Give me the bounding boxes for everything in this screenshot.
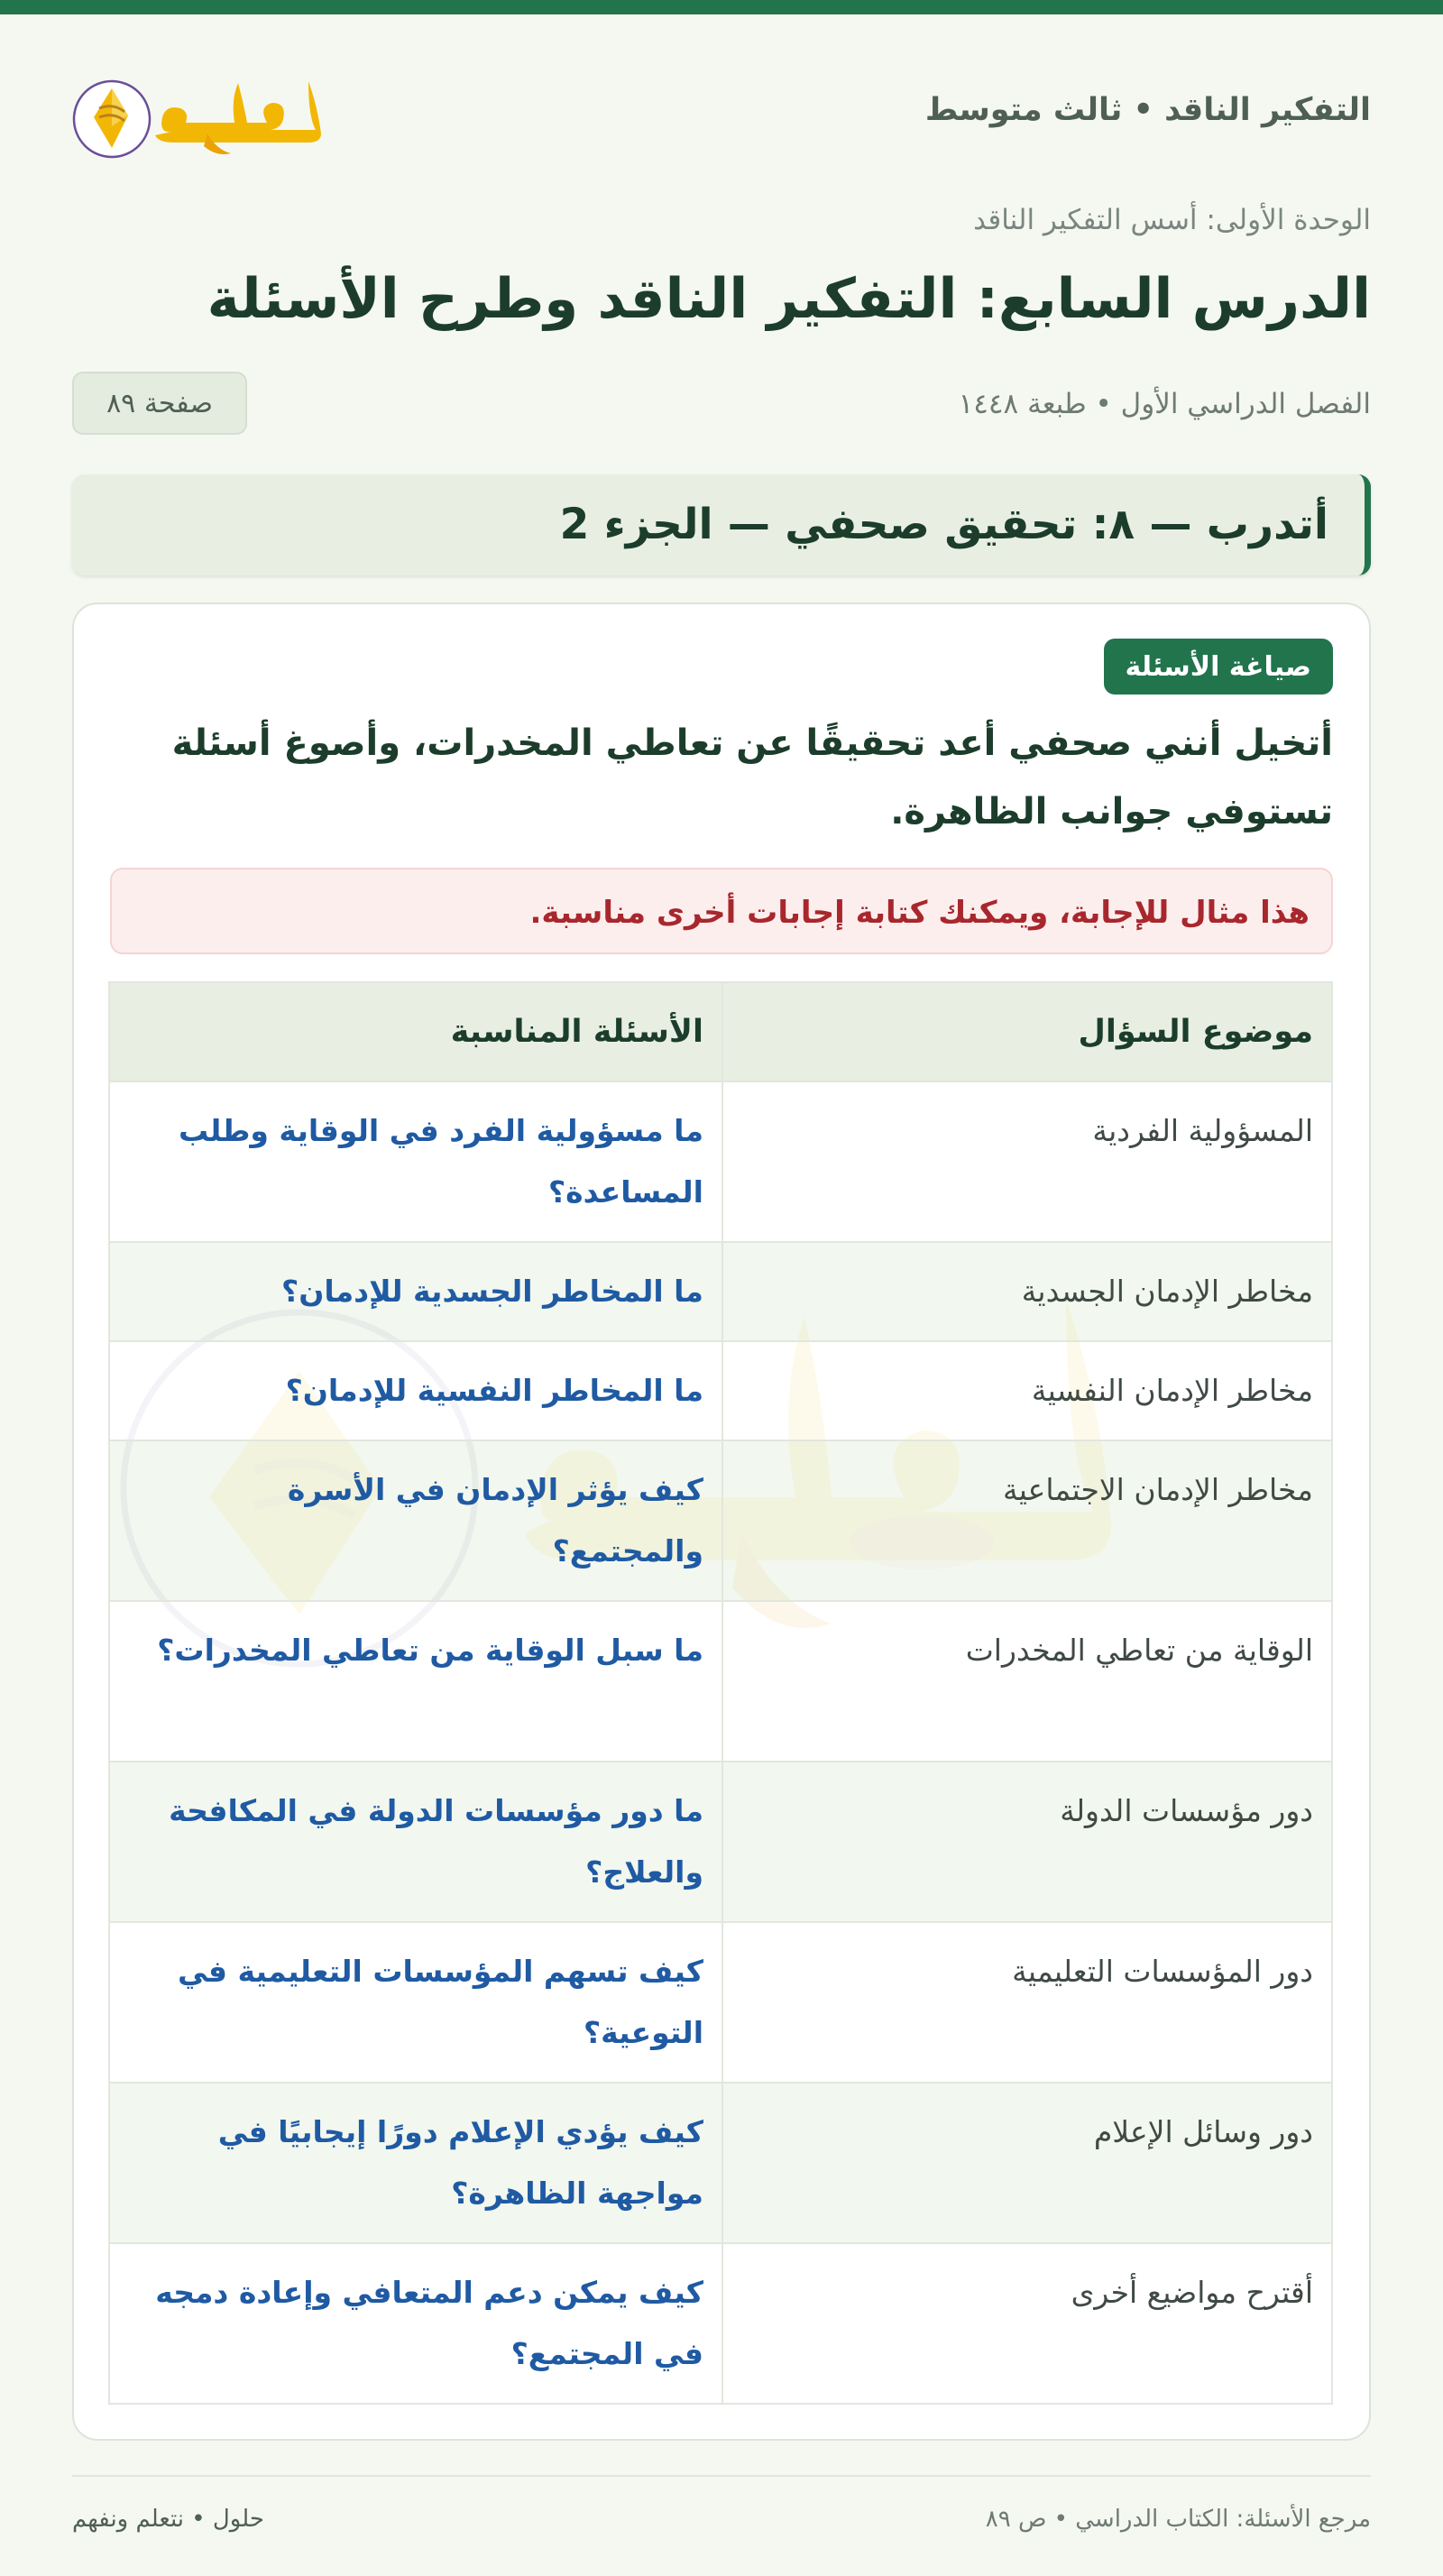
row-question: ما دور مؤسسات الدولة في المكافحة والعلاج؟: [109, 1762, 722, 1922]
row-question: ما المخاطر الجسدية للإدمان؟: [109, 1242, 722, 1341]
row-question: ما المخاطر النفسية للإدمان؟: [109, 1341, 722, 1440]
column-header-topic: موضوع السؤال: [722, 982, 1332, 1081]
table-row: [109, 1341, 1332, 1440]
row-topic: دور مؤسسات الدولة: [722, 1762, 1332, 1922]
answer-note-text: هذا مثال للإجابة، ويمكنك كتابة إجابات أخرى مناسبة.: [529, 895, 1310, 931]
exercise-banner: [72, 474, 1371, 575]
row-question: كيف يمكن دعم المتعافي وإعادة دمجه في المجتمع؟: [109, 2243, 722, 2404]
footer-brand: حلول • نتعلم ونفهم: [72, 2506, 264, 2533]
row-question: كيف تسهم المؤسسات التعليمية في التوعية؟: [109, 1922, 722, 2083]
table-row: [109, 1601, 1332, 1762]
footer-divider: [72, 2475, 1371, 2477]
row-topic: دور وسائل الإعلام: [722, 2083, 1332, 2243]
row-topic: الوقاية من تعاطي المخدرات: [722, 1601, 1332, 1762]
row-topic: المسؤولية الفردية: [722, 1081, 1332, 1242]
term-edition: الفصل الدراسي الأول • طبعة ١٤٤٨: [958, 388, 1371, 420]
questions-table: [108, 981, 1333, 2405]
row-question: كيف يؤثر الإدمان في الأسرة والمجتمع؟: [109, 1440, 722, 1601]
page-number-badge: صفحة ٨٩: [72, 372, 247, 435]
row-topic: مخاطر الإدمان الجسدية: [722, 1242, 1332, 1341]
row-question: ما سبل الوقاية من تعاطي المخدرات؟: [109, 1601, 722, 1762]
exercise-card: [72, 603, 1371, 2441]
row-question: كيف يؤدي الإعلام دورًا إيجابيًا في مواجهة الظاهرة؟: [109, 2083, 722, 2243]
row-topic: دور المؤسسات التعليمية: [722, 1922, 1332, 2083]
section-badge: صياغة الأسئلة: [1104, 639, 1333, 695]
row-topic: مخاطر الإدمان النفسية: [722, 1341, 1332, 1440]
table-row: [109, 1242, 1332, 1341]
header-title: التفكير الناقد • ثالث متوسط: [924, 92, 1371, 128]
lesson-title: الدرس السابع: التفكير الناقد وطرح الأسئلة: [207, 267, 1371, 331]
table-header-row: [109, 982, 1332, 1081]
table-row: [109, 1440, 1332, 1601]
column-header-questions: الأسئلة المناسبة: [109, 982, 722, 1081]
hulul-logo: [72, 63, 334, 162]
table-row: [109, 1762, 1332, 1922]
table-row: [109, 2243, 1332, 2404]
table-row: [109, 1081, 1332, 1242]
exercise-title: أتدرب — ٨: تحقيق صحفي — الجزء 2: [559, 500, 1328, 549]
row-topic: مخاطر الإدمان الاجتماعية: [722, 1440, 1332, 1601]
table-row: [109, 1922, 1332, 2083]
top-accent-bar: [0, 0, 1443, 14]
unit-name: الوحدة الأولى: أسس التفكير الناقد: [973, 204, 1371, 236]
row-question: ما مسؤولية الفرد في الوقاية وطلب المساعدة؟: [109, 1081, 722, 1242]
exercise-prompt: أتخيل أنني صحفي أعد تحقيقًا عن تعاطي المخدرات، وأصوغ أسئلة تستوفي جوانب الظاهرة.: [171, 722, 1333, 833]
answer-note: [110, 868, 1333, 954]
row-topic: أقترح مواضيع أخرى: [722, 2243, 1332, 2404]
footer-reference: مرجع الأسئلة: الكتاب الدراسي • ص ٨٩: [985, 2506, 1371, 2533]
table-row: [109, 2083, 1332, 2243]
page-header: [72, 54, 1371, 171]
